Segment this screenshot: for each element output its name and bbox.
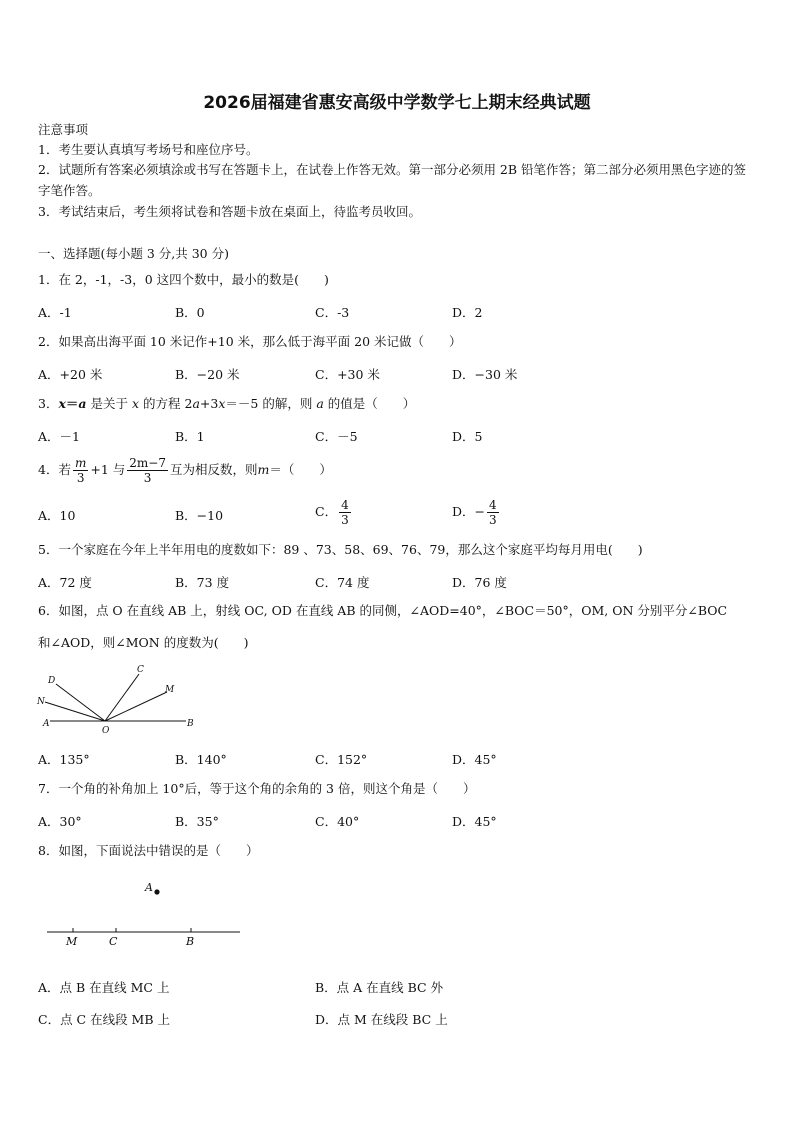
q6-ray-on (45, 702, 105, 721)
q4-option-d-fraction (487, 498, 499, 527)
q5-option-c[interactable]: C．74 度 (315, 575, 370, 590)
q8-figure (44, 876, 244, 950)
question-6-options (38, 750, 758, 766)
q3-var-a: a (78, 396, 87, 411)
q3-option-a[interactable]: A．－1 (38, 429, 80, 444)
question-6-line-1: 6．如图，点 O 在直线 AB 上，射线 OC, OD 在直线 AB 的同侧，∠AOD=40°，∠BOC＝50°，OM, ON 分别平分∠BOC (38, 603, 728, 618)
q4-fraction-1-denominator: 3 (76, 471, 85, 485)
q4-text-3: ＝（ ） (269, 462, 332, 477)
question-2-options (38, 365, 758, 381)
q8-option-a[interactable]: A．点 B 在直线 MC 上 (38, 980, 170, 995)
q4-fraction-2-denominator: 3 (143, 471, 152, 485)
q4-option-d-label: D．− (452, 504, 485, 519)
q3-eq: ＝ (65, 396, 79, 411)
note-item-2: 2．试题所有答案必须填涂或书写在答题卡上，在试卷上作答无效。第一部分必须用 2B 铅笔作答；第二部分必须用黑色字迹的签字笔作答。 (38, 162, 747, 198)
q8-label-c: C (109, 935, 118, 948)
q4-option-d[interactable] (452, 498, 501, 527)
q4-text-1: +1 与 (90, 462, 126, 477)
question-3-stem (38, 396, 415, 412)
q6-label-a: A (43, 719, 50, 729)
q4-option-d-denominator: 3 (489, 513, 497, 527)
q8-label-m: M (66, 935, 78, 948)
question-7-options (38, 812, 758, 828)
q4-option-c[interactable] (315, 498, 353, 527)
q6-option-c[interactable]: C．152° (315, 752, 368, 767)
q8-label-a: A (145, 881, 153, 894)
q4-option-d-numerator: 4 (489, 498, 497, 512)
q4-option-b[interactable]: B．−10 (175, 508, 224, 523)
q1-option-b[interactable]: B．0 (175, 305, 205, 320)
q1-option-d[interactable]: D．2 (452, 305, 483, 320)
q4-option-a[interactable]: A．10 (38, 508, 76, 523)
q1-option-a[interactable]: A．-1 (38, 305, 72, 320)
q3-text-5: 的值是（ ） (323, 396, 416, 411)
q3-option-d[interactable]: D．5 (452, 429, 483, 444)
page-title: 2026届福建省惠安高级中学数学七上期末经典试题 (203, 93, 591, 113)
q4-fraction-1-numerator: m (74, 456, 87, 470)
q6-ray-oc (105, 674, 139, 721)
q4-fraction-2 (127, 456, 168, 485)
q3-text-2: 的方程 2 (139, 396, 193, 411)
q2-option-d[interactable]: D．−30 米 (452, 367, 518, 382)
q2-option-c[interactable]: C．+30 米 (315, 367, 380, 382)
question-8-options-row-2 (38, 1010, 758, 1026)
q3-var-x: x (58, 396, 66, 411)
q2-option-b[interactable]: B．−20 米 (175, 367, 240, 382)
question-8-stem: 8．如图，下面说法中错误的是（ ） (38, 843, 259, 858)
question-3-options (38, 427, 758, 443)
q8-option-b[interactable]: B．点 A 在直线 BC 外 (315, 980, 444, 995)
q6-label-o: O (102, 726, 110, 736)
q4-num: 4．若 (38, 462, 71, 477)
question-7-stem: 7．一个角的补角加上 10°后，等于这个角的余角的 3 倍，则这个角是（ ） (38, 781, 476, 796)
q2-option-a[interactable]: A．+20 米 (38, 367, 103, 382)
question-1-stem: 1．在 2，-1，-3，0 这四个数中，最小的数是( ) (38, 272, 329, 287)
q6-label-m: M (165, 685, 175, 695)
q4-option-c-denominator: 3 (341, 513, 349, 527)
q6-option-a[interactable]: A．135° (38, 752, 90, 767)
q6-ray-om (105, 692, 167, 721)
q6-label-d: D (48, 676, 56, 686)
q3-var-a3: a (316, 396, 324, 411)
q6-ray-od (56, 684, 105, 721)
notes-heading: 注意事项 (38, 122, 89, 137)
q7-option-c[interactable]: C．40° (315, 814, 360, 829)
question-5-options (38, 573, 758, 589)
question-4-stem (38, 455, 332, 485)
q3-var-a2: a (192, 396, 200, 411)
q4-var-m: m (257, 462, 270, 477)
q3-var-x2: x (131, 396, 140, 411)
q6-option-d[interactable]: D．45° (452, 752, 497, 767)
q3-text-1: 是关于 (86, 396, 132, 411)
question-6-line-2: 和∠AOD，则∠MON 的度数为( ) (38, 635, 249, 650)
question-8-options-row-1 (38, 978, 758, 994)
section-heading: 一、选择题(每小题 3 分,共 30 分) (38, 246, 229, 261)
q4-option-c-label: C． (315, 504, 338, 519)
q6-label-b: B (187, 719, 194, 729)
question-2-stem: 2．如果高出海平面 10 米记作+10 米，那么低于海平面 20 米记做（ ） (38, 334, 462, 349)
q6-label-c: C (137, 665, 144, 675)
q5-option-a[interactable]: A．72 度 (38, 575, 92, 590)
q5-option-d[interactable]: D．76 度 (452, 575, 507, 590)
q8-option-c[interactable]: C．点 C 在线段 MB 上 (38, 1012, 171, 1027)
q3-option-c[interactable]: C．－5 (315, 429, 358, 444)
note-item-3: 3．考试结束后，考生须将试卷和答题卡放在桌面上，待监考员收回。 (38, 204, 421, 219)
q7-option-b[interactable]: B．35° (175, 814, 219, 829)
q8-label-b: B (186, 935, 195, 948)
q7-option-d[interactable]: D．45° (452, 814, 497, 829)
note-item-1: 1．考生要认真填写考场号和座位序号。 (38, 142, 259, 157)
q4-option-c-fraction (339, 498, 351, 527)
q7-option-a[interactable]: A．30° (38, 814, 82, 829)
q3-text-4: ＝－5 的解，则 (225, 396, 317, 411)
q3-option-b[interactable]: B．1 (175, 429, 205, 444)
q8-point-a (154, 889, 159, 894)
q4-option-c-numerator: 4 (341, 498, 349, 512)
q6-label-n: N (37, 697, 45, 707)
q3-text-3: +3 (199, 396, 219, 411)
q3-var-x3: x (218, 396, 226, 411)
q4-fraction-1 (73, 456, 88, 485)
question-1-options (38, 303, 758, 319)
q3-num: 3． (38, 396, 59, 411)
question-5-stem: 5．一个家庭在今年上半年用电的度数如下：89 、73、58、69、76、79，那么这个家庭平均每月用电( ) (38, 542, 643, 557)
question-4-options (38, 498, 758, 530)
q6-option-b[interactable]: B．140° (175, 752, 227, 767)
q5-option-b[interactable]: B．73 度 (175, 575, 230, 590)
q4-text-2: 互为相反数，则 (169, 462, 258, 477)
q1-option-c[interactable]: C．-3 (315, 305, 350, 320)
q4-fraction-2-numerator: 2m−7 (129, 456, 166, 470)
q6-figure (36, 662, 206, 738)
q8-option-d[interactable]: D．点 M 在线段 BC 上 (315, 1012, 448, 1027)
